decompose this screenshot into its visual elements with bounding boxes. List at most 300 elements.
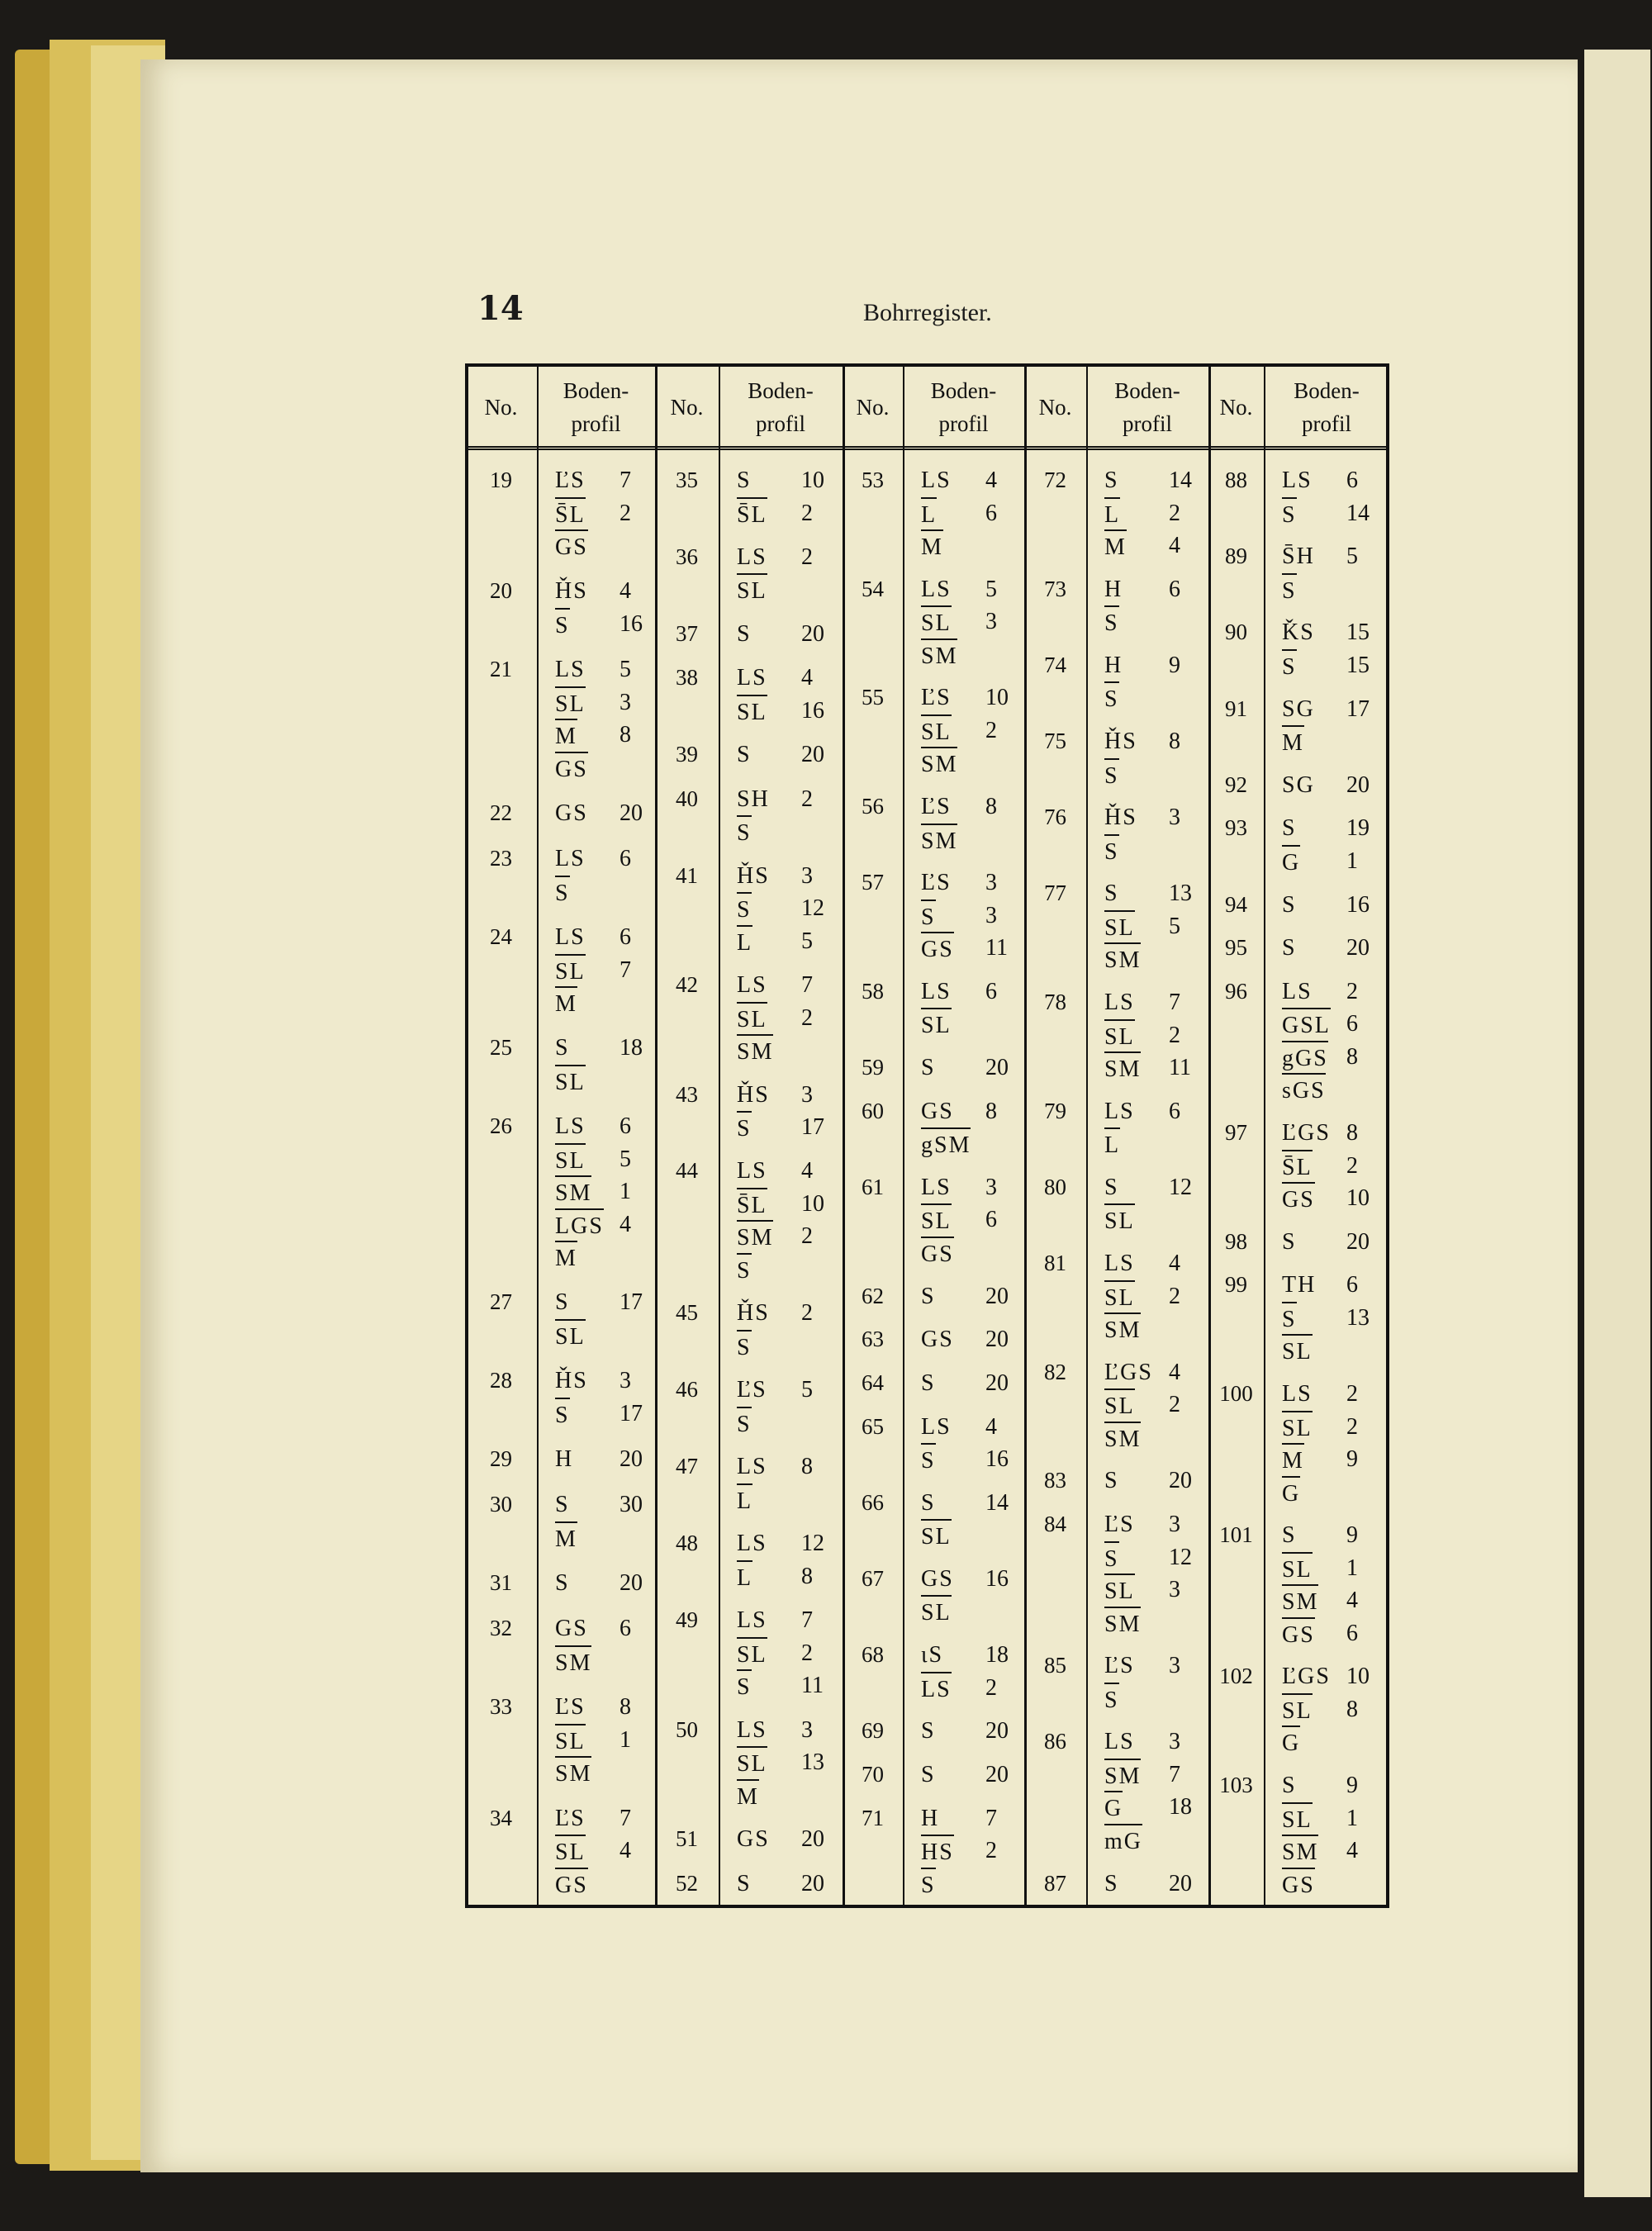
profile-layer [555,1241,648,1274]
layer-code: ĽS [555,1805,586,1831]
layer-depth: 2 [985,1838,997,1863]
layer-depth: 2 [801,1300,813,1327]
layer-code: S [921,1489,936,1516]
soil-profile [1282,1117,1383,1215]
soil-profile [1282,1519,1383,1650]
layer-depth: 20 [801,1870,824,1896]
profile-layer [1282,649,1383,682]
profile-layer [555,752,648,785]
profile-layer [1282,1269,1383,1302]
soil-profile [1104,801,1202,866]
bore-number: 83 [1044,1468,1066,1493]
profile-layer [1282,1008,1383,1041]
layer-depth: 16 [985,1565,1009,1592]
layer-code: ĽS [921,870,952,896]
layer-depth: 14 [1346,500,1370,526]
soil-profile [737,783,836,848]
bore-number: 69 [862,1718,884,1744]
layer-code: LS [737,544,767,570]
profile-layer [921,497,1018,530]
profile-layer [737,1779,836,1812]
profile-layer [555,1398,648,1431]
soil-profile [737,738,836,771]
layer-code: GS [555,752,588,786]
profile-layer [737,738,836,771]
profile-layer [555,575,648,608]
layer-depth: 7 [985,1805,997,1831]
layer-depth: 20 [1169,1870,1192,1896]
layer-depth: 3 [1169,1729,1180,1755]
soil-profile [555,1567,648,1600]
column-separator [1086,363,1088,1908]
layer-depth: 7 [801,972,813,999]
bore-number: 29 [490,1446,512,1471]
profile-layer [921,1411,1018,1444]
layer-depth: 3 [1169,805,1180,831]
soil-profile [1104,1725,1202,1856]
layer-depth: 4 [1169,1251,1180,1276]
soil-profile [1104,464,1202,562]
layer-code: SM [1104,1759,1141,1793]
layer-code: GS [555,1868,588,1902]
layer-depth: 2 [801,500,813,526]
layer-code: gSM [921,1127,971,1162]
layer-code: GS [1282,1182,1315,1217]
layer-depth: 8 [1169,729,1180,754]
profile-layer [555,1567,648,1600]
bore-number: 89 [1225,544,1247,569]
layer-code: LS [921,1413,952,1440]
profile-layer [555,843,648,876]
bore-number: 34 [490,1805,512,1830]
layer-depth: 17 [620,1289,643,1316]
layer-code: S [1282,1773,1297,1798]
layer-depth: 4 [985,1413,997,1440]
layer-code: GS [555,1616,588,1642]
soil-profile [737,1079,836,1144]
profile-layer [555,1835,648,1868]
layer-code: SM [1104,1422,1141,1456]
bore-number: 99 [1225,1272,1247,1298]
profile-layer [555,1645,648,1678]
bore-number: 90 [1225,619,1247,645]
layer-code: SM [1282,1584,1318,1619]
layer-code: SL [1104,1019,1135,1054]
profile-layer [555,608,648,641]
layer-code: S [737,892,752,927]
layer-code: S [737,468,752,493]
layer-depth: 12 [801,895,824,922]
layer-code: GS [921,1098,954,1124]
layer-depth: 6 [1346,468,1358,493]
profile-layer [1104,649,1202,682]
layer-code: SL [737,573,767,608]
layer-depth: 2 [1346,1152,1358,1179]
profile-layer [921,1835,1018,1868]
layer-code: SM [1104,1607,1141,1641]
layer-code: SM [921,747,957,781]
profile-layer [921,1802,1018,1835]
bore-number: 87 [1044,1870,1066,1896]
profile-layer [737,1450,836,1483]
layer-code: S [555,1492,570,1518]
layer-code: L [1104,1127,1120,1162]
layer-code: LS [555,846,586,872]
layer-code: SL [921,1595,952,1630]
layer-code: SL [1104,1574,1135,1608]
layer-code: GS [1282,1868,1315,1902]
layer-code: S̄L [737,497,767,532]
profile-layer [1282,1378,1383,1411]
layer-code: S [1104,1683,1119,1717]
layer-code: LS [737,1158,767,1184]
layer-code: S [921,1055,936,1080]
profile-layer [1282,1519,1383,1552]
layer-code: ĽGS [1282,1664,1331,1690]
layer-depth: 4 [620,578,631,605]
profile-layer [737,1034,836,1067]
layer-depth: 6 [620,1113,631,1140]
bore-number: 31 [490,1570,512,1596]
profile-layer [555,921,648,954]
profile-layer [921,464,1018,497]
profile-layer [737,1079,836,1112]
soil-profile [555,1443,648,1476]
layer-code: GS [921,932,954,966]
layer-depth: 20 [1346,1228,1370,1255]
layer-depth: 7 [620,1805,631,1831]
layer-depth: 8 [1346,1043,1358,1070]
profile-layer [921,714,1018,748]
layer-depth: 1 [1346,847,1358,874]
layer-depth: 10 [985,685,1009,711]
layer-code: S [1104,468,1119,493]
soil-profile [737,618,836,651]
profile-layer [737,573,836,606]
profile-layer [1104,877,1202,910]
bore-number: 30 [490,1492,512,1517]
bore-number: 92 [1225,771,1247,797]
bore-number: 28 [490,1368,512,1393]
layer-code: gGS [1282,1041,1328,1075]
bore-number: 65 [862,1413,884,1439]
layer-depth: 11 [1169,1055,1191,1080]
layer-depth: 8 [1346,1120,1358,1146]
layer-code: SM [737,1034,773,1069]
layer-code: LS [555,924,586,950]
layer-depth: 15 [1346,652,1370,678]
bore-number: 78 [1044,990,1066,1014]
bore-number: 95 [1225,935,1247,961]
layer-code: L [737,1560,752,1595]
layer-code: SL [555,1319,586,1354]
profile-layer [1104,1312,1202,1346]
soil-profile [1104,649,1202,714]
bore-number: 59 [862,1055,884,1080]
layer-depth: 10 [801,1190,824,1217]
bore-number: 70 [862,1761,884,1787]
profile-layer [1104,1759,1202,1792]
soil-profile [921,1171,1018,1270]
layer-code: S [1104,1870,1119,1896]
profile-layer [1104,942,1202,975]
profile-layer [1104,1356,1202,1389]
layer-code: SL [1104,1388,1135,1423]
layer-code: G [1282,845,1300,880]
profile-layer [737,860,836,893]
layer-code: S [1282,1228,1297,1255]
profile-layer [921,1443,1018,1476]
layer-depth: 5 [1169,913,1180,939]
layer-code: GS [555,529,588,564]
layer-depth: 20 [1346,771,1370,798]
profile-layer [1104,573,1202,606]
layer-code: ιS [921,1642,944,1668]
layer-depth: 20 [985,1327,1009,1353]
profile-layer [737,1002,836,1035]
layer-depth: 20 [1169,1468,1192,1494]
soil-profile [921,1802,1018,1901]
bore-number: 37 [676,620,698,646]
profile-layer [921,1759,1018,1792]
profile-layer [1282,573,1383,606]
soil-profile [555,575,648,640]
layer-code: ĽS [737,1377,767,1403]
soil-profile [555,921,648,1019]
profile-layer [737,618,836,651]
layer-depth: 3 [801,862,813,889]
soil-profile [1104,1650,1202,1715]
layer-depth: 8 [801,1563,813,1589]
layer-depth: 5 [801,1377,813,1403]
header-rule [465,446,1389,450]
layer-depth: 13 [1169,881,1192,907]
soil-profile [737,541,836,606]
soil-profile [1104,877,1202,975]
profile-layer [1104,1683,1202,1716]
layer-code: SM [737,1220,773,1255]
profile-layer [737,1111,836,1144]
layer-code: SL [555,1724,586,1759]
soil-profile [1282,1660,1383,1759]
bore-number: 63 [862,1327,884,1352]
soil-profile [555,1691,648,1789]
layer-code: LS [1104,1729,1135,1755]
profile-layer [555,954,648,987]
profile-layer [737,925,836,958]
bore-number: 36 [676,544,698,569]
profile-layer [1282,1868,1383,1901]
layer-code: SH [737,786,770,812]
layer-code: M [1282,725,1304,760]
layer-depth: 17 [801,1114,824,1141]
layer-code: SM [1282,1835,1318,1869]
soil-profile [1104,1356,1202,1455]
layer-depth: 4 [801,665,813,691]
layer-code: SL [1104,1280,1135,1315]
bore-number: 43 [676,1081,698,1107]
layer-code: SM [921,824,957,858]
profile-layer [737,1297,836,1330]
layer-depth: 2 [985,1674,997,1701]
soil-profile [921,1367,1018,1400]
layer-code: SG [1282,695,1315,722]
profile-layer [921,1323,1018,1356]
soil-profile [555,464,648,562]
profile-layer [1104,464,1202,497]
layer-depth: 3 [985,870,997,896]
layer-code: S [1282,497,1297,532]
profile-layer [1282,1693,1383,1726]
layer-code: ǨS [1282,619,1315,646]
layer-code: M [555,1521,577,1556]
layer-code: LS [737,1454,767,1480]
profile-layer [921,1595,1018,1628]
profile-layer [921,1127,1018,1161]
layer-code: S [1282,891,1297,918]
layer-code: SM [555,1175,591,1210]
bore-number: 53 [862,468,884,492]
bore-number: 79 [1044,1098,1066,1123]
layer-code: SL [1282,1411,1313,1445]
layer-code: ȞS [737,1300,770,1327]
profile-layer [1282,1411,1383,1444]
layer-code: L [737,1483,752,1518]
layer-depth: 4 [620,1211,631,1237]
layer-depth: 20 [985,1761,1009,1787]
bore-number: 48 [676,1531,698,1556]
layer-code: HS [921,1835,954,1869]
soil-profile [1104,1868,1202,1901]
profile-layer [737,1188,836,1221]
soil-profile [555,653,648,784]
layer-depth: 13 [801,1749,824,1776]
profile-layer [1104,1574,1202,1607]
profile-layer [1282,1584,1383,1617]
layer-code: SL [555,1065,586,1099]
profile-layer [1104,1095,1202,1128]
layer-depth: 6 [985,1207,997,1233]
header-bodenprofil: Boden- profil [930,377,997,436]
profile-layer [1282,1769,1383,1802]
layer-depth: 5 [801,928,813,954]
profile-layer [1104,497,1202,530]
soil-profile [737,969,836,1067]
layer-code: SL [555,686,586,721]
layer-depth: 20 [985,1283,1009,1309]
page-number: 14 [477,289,524,328]
profile-layer [737,1637,836,1670]
layer-code: G [1282,1476,1300,1511]
soil-profile [737,1155,836,1285]
profile-layer [1282,1226,1383,1259]
profile-layer [1282,1302,1383,1335]
profile-layer [921,1051,1018,1085]
profile-layer [1104,1868,1202,1901]
profile-layer [555,797,648,830]
layer-depth: 9 [1169,652,1180,678]
profile-layer [555,1365,648,1398]
layer-code: S [555,1289,570,1316]
layer-code: SL [737,1746,767,1781]
layer-code: S̄L [1282,1150,1313,1184]
profile-layer [921,573,1018,606]
soil-profile [1282,1378,1383,1508]
profile-layer [555,719,648,752]
layer-code: S [1104,605,1119,640]
layer-code: S [1282,815,1297,842]
header-no: No. [484,394,518,420]
soil-profile [1104,1095,1202,1161]
soil-profile [921,1759,1018,1792]
layer-code: S [737,1111,752,1146]
layer-depth: 4 [1169,533,1180,558]
soil-profile [1282,464,1383,529]
soil-profile [921,1715,1018,1748]
profile-layer [921,1519,1018,1552]
profile-layer [555,497,648,530]
layer-code: G [1282,1725,1300,1760]
soil-profile [1282,1269,1383,1367]
layer-code: SL [921,714,952,749]
layer-code: LS [921,468,952,493]
profile-layer [921,824,1018,857]
profile-layer [1104,681,1202,714]
layer-depth: 7 [620,956,631,983]
layer-depth: 8 [1346,1696,1358,1722]
layer-code: S [921,1369,936,1396]
layer-code: SL [555,1143,586,1178]
layer-code: SL [921,605,952,640]
soil-profile [555,843,648,908]
bore-number: 72 [1044,468,1066,492]
layer-code: SL [555,954,586,989]
profile-layer [1104,1824,1202,1857]
layer-depth: 5 [1346,544,1358,570]
soil-profile [1282,1769,1383,1900]
bore-number: 47 [676,1454,698,1479]
soil-profile [737,662,836,727]
layer-code: M [737,1779,759,1814]
layer-code: S [1282,935,1297,961]
layer-code: S [1104,834,1119,869]
layer-depth: 16 [620,610,643,637]
layer-depth: 7 [801,1607,813,1634]
layer-code: S [555,1570,570,1597]
profile-layer [737,497,836,530]
running-head: Bohrregister. [863,299,992,326]
layer-depth: 6 [1169,576,1180,602]
layer-code: M [555,719,577,753]
layer-code: M [1104,529,1127,564]
profile-layer [555,529,648,562]
layer-code: S [1104,1468,1119,1494]
layer-depth: 5 [985,576,997,602]
column-separator [1264,363,1265,1908]
bore-number: 64 [862,1369,884,1395]
layer-depth: 9 [1346,1446,1358,1472]
profile-layer [1282,889,1383,922]
profile-layer [1282,693,1383,726]
layer-depth: 2 [801,1640,813,1666]
bore-number: 93 [1225,815,1247,841]
bore-number: 57 [862,870,884,895]
profile-layer [1282,1334,1383,1367]
profile-layer [737,1253,836,1286]
layer-depth: 20 [801,1826,824,1853]
soil-profile [737,1450,836,1516]
bore-number: 58 [862,978,884,1004]
